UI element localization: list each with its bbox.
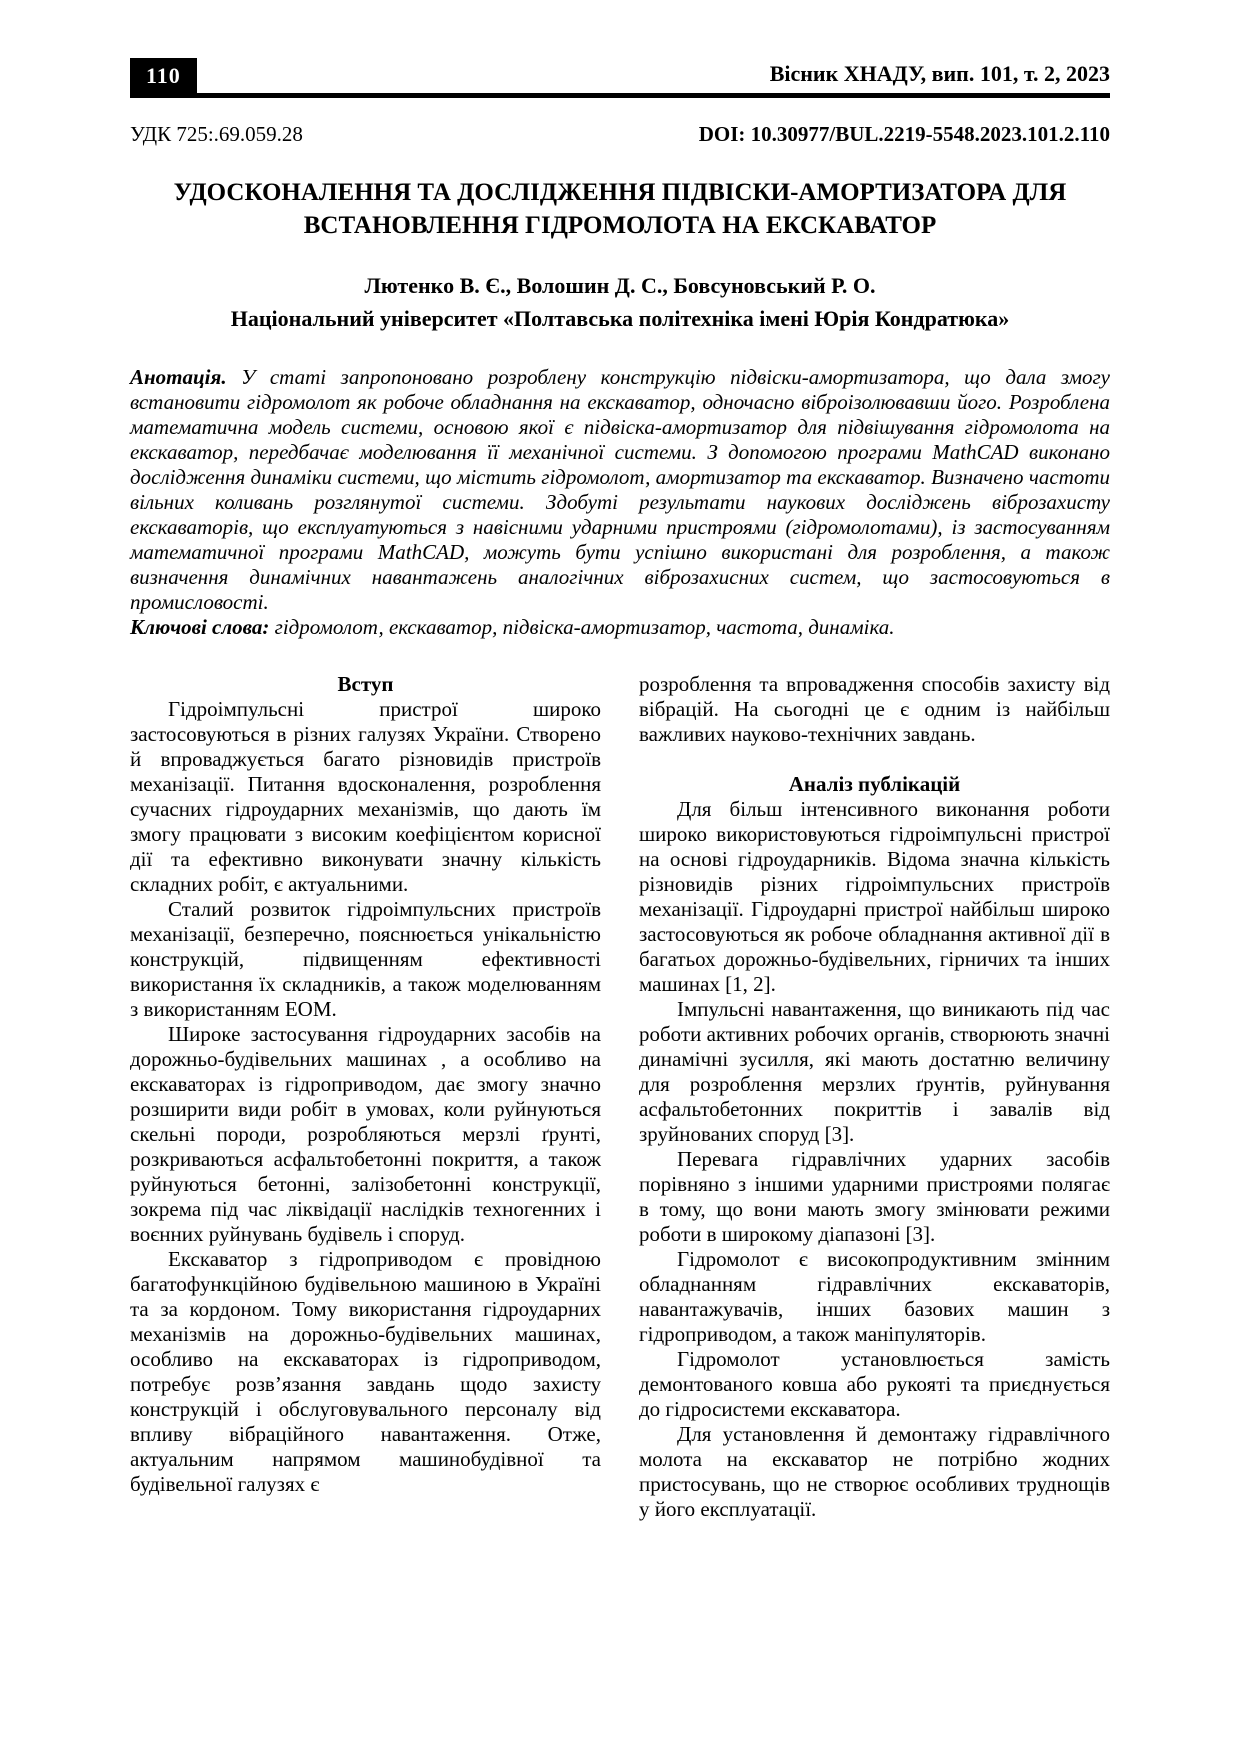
right-column [639,672,1110,1522]
abstract-text: У статі запропоновано розроблену конструкцію підвіски-амортизатора, що дала змогу встановити гідромолот як робоче обладнання на екскаватор, одночасно віброізолювавши його. Розроблена математична модель системи, основою якої є підвіска-амортизатор для підвішування гідромолота на екскаватор, передбачає моделювання її механічної системи. З допомогою програми MathCAD виконано дослідження динаміки системи, що містить гідромолот, амортизатор та екскаватор. Визначено частоти вільних коливань розглянутої системи. Здобуті результати наукових досліджень віброзахисту екскаваторів, що експлуатуються з навісними ударними пристроями (гідромолотами), із застосуванням математичної програми MathCAD, можуть бути успішно використані для розроблення, а також визначення динамічних навантажень аналогічних віброзахисних систем, що застосовуються в промисловості. [130,365,1111,615]
authors-line: Лютенко В. Є., Волошин Д. С., Бовсуновський Р. О. [364,273,876,298]
abstract-paragraph [130,365,1110,615]
paragraph: Імпульсні навантаження, що виникають під час роботи активних робочих органів, створюють значні динамічні зусилля, які мають достатню величину для розроблення мерзлих ґрунтів, руйнування асфальтобетонних покриттів і завалів від зруйнованих споруд [3]. [639,997,1111,1147]
paragraph: Сталий розвиток гідроімпульсних пристроїв механізації, безперечно, пояснюється унікальністю конструкцій, підвищенням ефективності використання їх складників, а також моделюванням з використанням ЕОМ. [130,897,601,1022]
paragraph: Екскаватор з гідроприводом є провідною багатофункційною будівельною машиною в Україні та за кордоном. Тому використання гідроударних механізмів на дорожньо-будівельних машинах, особливо на екскаваторах із гідроприводом, потребує розв’язання завдань щодо захисту конструкцій і обслуговувального персоналу від впливу вібраційного навантаження. Отже, актуальним напрямом машинобудівної та будівельної галузях є [130,1247,601,1497]
abstract-label: Анотація. [130,365,227,390]
doi-label: DOI: 10.30977/BUL.2219-5548.2023.101.2.110 [698,122,1110,146]
udc-label: УДК 725:.69.059.28 [130,122,303,146]
page-header [130,58,1110,98]
affiliation-line: Національний університет «Полтавська політехніка імені Юрія Кондратюка» [230,305,1010,331]
keywords-text: гідромолот, екскаватор, підвіска-амортизатор, частота, динаміка. [274,615,895,640]
paragraph: Перевага гідравлічних ударних засобів порівняно з іншими ударними пристроями полягає в тому, що вони мають змогу змінювати режими роботи в широкому діапазоні [3]. [639,1147,1110,1247]
keywords-label: Ключові слова: [130,615,270,640]
page-number-badge: 110 [130,58,197,93]
two-column-body [130,672,1110,1522]
journal-title: Вісник ХНАДУ, вип. 101, т. 2, 2023 [769,61,1110,86]
analysis-heading: Аналіз публікацій [788,772,961,797]
paragraph: Гідромолот є високопродуктивним змінним обладнанням гідравлічних екскаваторів, навантажувачів, інших базових машин з гідроприводом, а також маніпуляторів. [639,1247,1110,1347]
paragraph: Гідромолот установлюється замість демонтованого ковша або рукояті та приєднується до гідросистеми екскаватора. [639,1347,1110,1422]
meta-row [130,122,1110,147]
paragraph: Для більш інтенсивного виконання роботи широко використовуються гідроімпульсні пристрої на основі гідроударників. Відома значна кількість різновидів різних гідроімпульсних пристроїв механізації. Гідроударні пристрої найбільш широко застосовуються як робоче обладнання активної дії в багатьох дорожньо-будівельних, гірничих та інших машинах [1, 2]. [639,797,1110,997]
paragraph: Широке застосування гідроударних засобів на дорожньо-будівельних машинах , а особливо на екскаваторах із гідроприводом, дає змогу значно розширити види робіт в умовах, коли руйнуються скельні породи, розробляються мерзлі ґрунті, розкриваються асфальтобетонні покриття, а також руйнуються бетонні, залізобетонні конструкції, зокрема під час ліквідації наслідків техногенних і воєнних руйнувань будівель і споруд. [130,1022,601,1247]
intro-heading: Вступ [337,672,394,697]
paragraph: Гідроімпульсні пристрої широко застосовуються в різних галузях України. Створено й впроваджується багато різновидів пристроїв механізації. Питання вдосконалення, розроблення сучасних гідроударних механізмів, що дають їм змогу працювати з високим коефіцієнтом корисної дії та ефективно виконувати значну кількість складних робіт, є актуальними. [130,697,601,897]
paragraph: Для установлення й демонтажу гідравлічного молота на екскаватор не потрібно жодних пристосувань, що не створює особливих труднощів у його експлуатації. [639,1422,1110,1522]
paragraph: розроблення та впровадження способів захисту від вібрацій. На сьогодні це є одним із найбільш важливих науково-технічних завдань. [639,672,1110,747]
left-column [130,672,601,1522]
article-title: УДОСКОНАЛЕННЯ ТА ДОСЛІДЖЕННЯ ПІДВІСКИ-АМОРТИЗАТОРА ДЛЯ ВСТАНОВЛЕННЯ ГІДРОМОЛОТА НА ЕКСКАВАТОР [173,179,1067,239]
keywords-paragraph [130,615,1110,640]
